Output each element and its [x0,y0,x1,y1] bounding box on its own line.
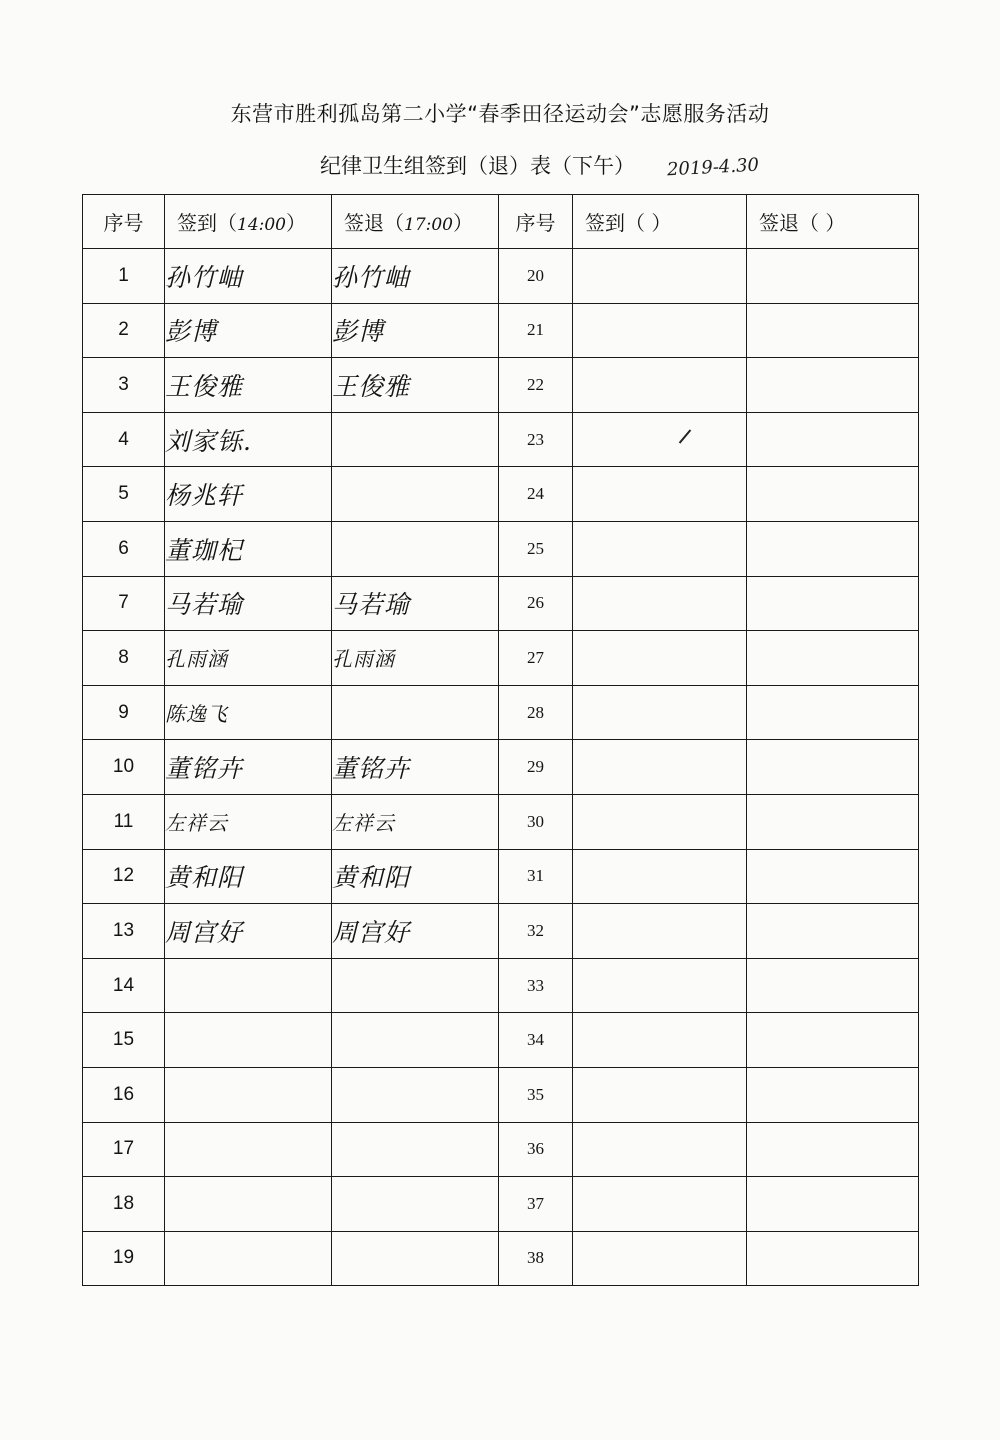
sign-out-2-cell [747,303,919,358]
table-row [83,958,919,1013]
row-number: 1 [83,249,165,304]
table-row [83,521,919,576]
sign-in-signature: 孙竹岫 [165,249,332,304]
row-number-2: 24 [499,467,573,522]
sign-in-2-cell [573,412,747,467]
sign-in-2-cell [573,521,747,576]
header-sign-out-time: 17:00 [404,215,453,235]
table-row [83,1122,919,1177]
row-number: 9 [83,685,165,740]
row-number: 12 [83,849,165,904]
sign-out-signature [332,685,499,740]
sign-out-signature: 王俊雅 [332,358,499,413]
header-sign-in-time: 14:00 [237,215,286,235]
table-row [83,685,919,740]
sign-in-2-cell [573,794,747,849]
sign-out-signature: 周宫好 [332,904,499,959]
sign-out-signature [332,467,499,522]
table-row [83,412,919,467]
table-row [83,358,919,413]
sign-in-2-cell [573,1067,747,1122]
sign-out-2-cell [747,904,919,959]
row-number-2: 26 [499,576,573,631]
sign-in-signature [165,1177,332,1232]
sign-out-2-cell [747,249,919,304]
sign-in-2-cell [573,1013,747,1068]
row-number-2: 37 [499,1177,573,1232]
sign-in-signature: 黄和阳 [165,849,332,904]
row-number: 11 [83,794,165,849]
table-row [83,849,919,904]
header-sign-out-close: ） [453,211,473,235]
sign-in-2-cell [573,904,747,959]
document-title: 东营市胜利孤岛第二小学“春季田径运动会”志愿服务活动 [230,102,770,126]
row-number-2: 35 [499,1067,573,1122]
sign-in-signature: 陈逸飞 [165,685,332,740]
table-row [83,904,919,959]
sign-in-signature: 孔雨涵 [165,631,332,686]
row-number: 6 [83,521,165,576]
sign-out-2-cell [747,794,919,849]
sign-in-2-cell [573,1231,747,1286]
handwritten-date: 2019-4.30 [666,154,760,181]
row-number: 18 [83,1177,165,1232]
table-row [83,1013,919,1068]
sign-in-table [82,194,919,1286]
sign-in-2-cell [573,303,747,358]
sign-in-2-cell [573,849,747,904]
row-number: 14 [83,958,165,1013]
sign-out-signature: 马若瑜 [332,576,499,631]
header-sign-in-label: 签到（ [177,211,237,235]
sign-out-signature [332,1177,499,1232]
table-row [83,1177,919,1232]
table-row [83,631,919,686]
sign-in-2-cell [573,958,747,1013]
sign-out-2-cell [747,958,919,1013]
sign-out-2-cell [747,1013,919,1068]
sign-in-2-cell [573,467,747,522]
sign-out-2-cell [747,849,919,904]
sign-in-signature: 周宫好 [165,904,332,959]
sign-in-signature: 杨兆轩 [165,467,332,522]
sign-out-2-cell [747,1122,919,1177]
sign-in-2-cell [573,1177,747,1232]
sign-in-signature [165,1122,332,1177]
table-row [83,249,919,304]
row-number-2: 27 [499,631,573,686]
row-number: 3 [83,358,165,413]
row-number-2: 29 [499,740,573,795]
row-number: 16 [83,1067,165,1122]
row-number: 4 [83,412,165,467]
sign-out-2-cell [747,1067,919,1122]
row-number-2: 33 [499,958,573,1013]
row-number-2: 23 [499,412,573,467]
header-sign-out-label: 签退（ [344,211,404,235]
sign-out-signature [332,521,499,576]
sign-out-2-cell [747,740,919,795]
sign-in-signature: 董铭卉 [165,740,332,795]
sign-out-2-cell [747,358,919,413]
sign-out-signature: 黄和阳 [332,849,499,904]
header-sign-in-2: 签到（ ） [573,195,747,249]
sign-in-signature [165,1013,332,1068]
row-number-2: 28 [499,685,573,740]
header-no-2: 序号 [499,195,573,249]
sign-in-2-cell [573,249,747,304]
row-number: 15 [83,1013,165,1068]
table-row [83,794,919,849]
sign-out-signature: 左祥云 [332,794,499,849]
row-number: 19 [83,1231,165,1286]
sign-out-signature [332,1122,499,1177]
sign-out-2-cell [747,521,919,576]
sign-out-2-cell [747,1177,919,1232]
sign-out-signature [332,958,499,1013]
row-number-2: 30 [499,794,573,849]
row-number-2: 32 [499,904,573,959]
sign-out-2-cell [747,576,919,631]
subtitle-row [320,150,759,182]
table-row [83,1067,919,1122]
sign-out-2-cell [747,631,919,686]
row-number-2: 22 [499,358,573,413]
sign-in-2-cell [573,1122,747,1177]
row-number-2: 36 [499,1122,573,1177]
header-no: 序号 [83,195,165,249]
row-number: 10 [83,740,165,795]
sign-in-signature: 左祥云 [165,794,332,849]
sign-in-2-cell [573,576,747,631]
row-number: 7 [83,576,165,631]
header-sign-out-2: 签退（ ） [747,195,919,249]
row-number-2: 34 [499,1013,573,1068]
table-row [83,576,919,631]
table-row [83,740,919,795]
row-number: 17 [83,1122,165,1177]
table-row [83,467,919,522]
sign-out-2-cell [747,1231,919,1286]
table-row [83,303,919,358]
sign-in-2-cell [573,358,747,413]
table-row [83,1231,919,1286]
row-number: 13 [83,904,165,959]
sign-in-signature: 王俊雅 [165,358,332,413]
sign-out-2-cell [747,685,919,740]
row-number-2: 21 [499,303,573,358]
header-sign-in-close: ） [286,211,306,235]
header-sign-out [332,195,499,249]
row-number-2: 31 [499,849,573,904]
sign-out-signature [332,412,499,467]
row-number-2: 25 [499,521,573,576]
sign-in-signature: 刘家铄. [165,412,332,467]
sign-out-signature [332,1067,499,1122]
document-subtitle: 纪律卫生组签到（退）表（下午） [320,154,635,178]
sign-in-signature [165,1067,332,1122]
sign-out-2-cell [747,467,919,522]
sign-out-signature: 董铭卉 [332,740,499,795]
header-sign-in [165,195,332,249]
sign-in-2-cell [573,631,747,686]
sign-in-signature: 董珈杞 [165,521,332,576]
sign-in-signature: 马若瑜 [165,576,332,631]
sign-in-2-cell [573,685,747,740]
sign-out-signature [332,1231,499,1286]
sign-out-signature: 孙竹岫 [332,249,499,304]
row-number: 8 [83,631,165,686]
header-row [83,195,919,249]
sign-in-signature [165,1231,332,1286]
row-number-2: 38 [499,1231,573,1286]
sign-in-2-cell [573,740,747,795]
sign-out-signature: 彭博 [332,303,499,358]
sign-in-signature [165,958,332,1013]
sign-out-signature: 孔雨涵 [332,631,499,686]
sign-out-2-cell [747,412,919,467]
sign-out-signature [332,1013,499,1068]
row-number: 5 [83,467,165,522]
row-number: 2 [83,303,165,358]
row-number-2: 20 [499,249,573,304]
sign-in-signature: 彭博 [165,303,332,358]
